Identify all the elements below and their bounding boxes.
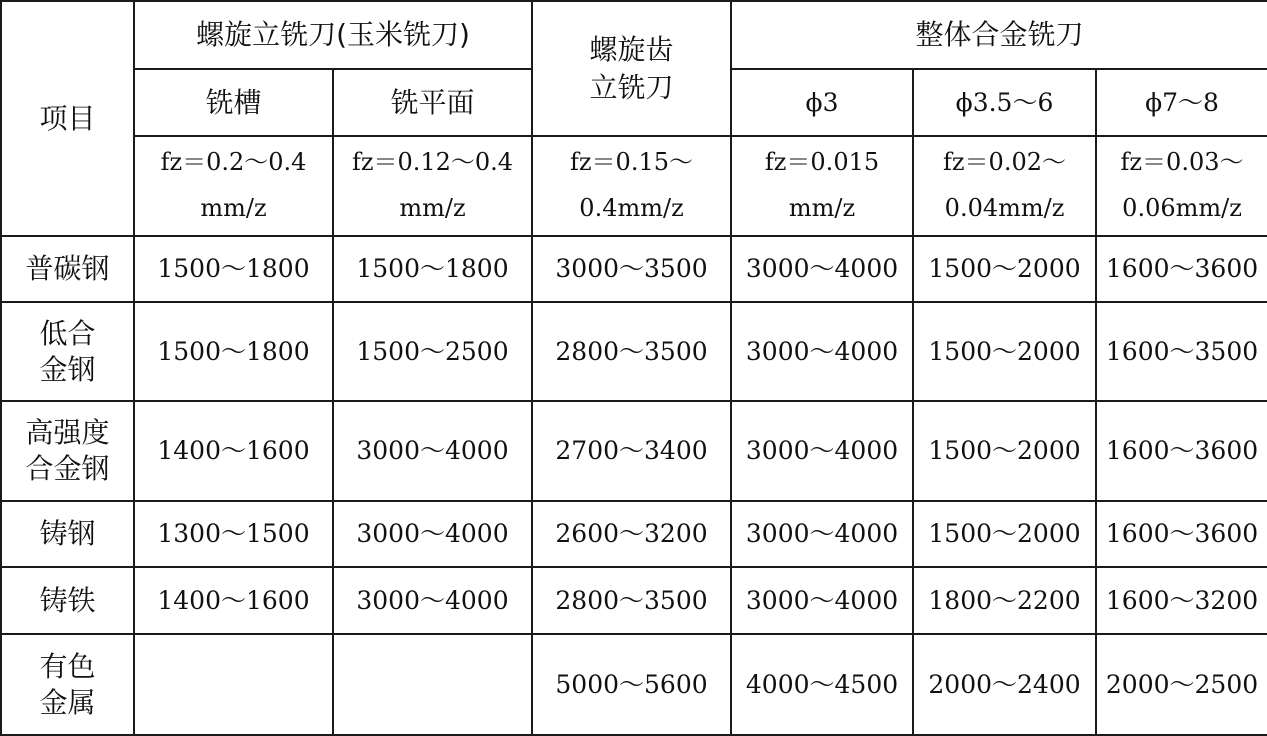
- speed-cell: 3000～4000: [731, 302, 913, 401]
- spiral-tooth-label-line2: 立铣刀: [589, 70, 674, 104]
- feed-cell: [1096, 136, 1267, 236]
- speed-cell: 1600～3500: [1096, 302, 1267, 401]
- feed-line1: fz＝0.15～: [570, 148, 693, 177]
- material-cell: [1, 236, 134, 302]
- spiral-end-mill-label: 螺旋立铣刀(玉米铣刀): [196, 18, 470, 52]
- slot-milling-header: [134, 69, 333, 136]
- speed-cell: 2800～3500: [532, 302, 731, 401]
- solid-carbide-label: 整体合金铣刀: [915, 18, 1084, 52]
- phi7-8-label: ϕ7～8: [1145, 87, 1219, 117]
- spiral-end-mill-header: [134, 1, 532, 69]
- feed-row: [1, 136, 1267, 236]
- speed-cell: 1500～1800: [333, 236, 532, 302]
- feed-cell: [913, 136, 1096, 236]
- speed-cell: 4000～4500: [731, 634, 913, 735]
- material-line1: 低合: [39, 316, 96, 350]
- material-cell: [1, 567, 134, 634]
- speed-cell: 2700～3400: [532, 401, 731, 501]
- speed-cell: 2000～2500: [1096, 634, 1267, 735]
- feed-line2: 0.04mm/z: [944, 194, 1065, 222]
- material-cell: [1, 501, 134, 567]
- face-milling-header: [333, 69, 532, 136]
- feed-line1: fz＝0.03～: [1120, 148, 1244, 177]
- speed-cell: 1300～1500: [134, 501, 333, 567]
- speed-cell: 3000～4000: [731, 236, 913, 302]
- spiral-tooth-end-mill-header: [532, 1, 731, 136]
- material-cell: [1, 634, 134, 735]
- speed-cell: 1600～3600: [1096, 501, 1267, 567]
- table-row: [1, 236, 1267, 302]
- speed-cell: 3000～4000: [731, 501, 913, 567]
- feed-line1: fz＝0.015: [764, 148, 880, 177]
- speed-cell: 5000～5600: [532, 634, 731, 735]
- feed-line1: fz＝0.02～: [943, 148, 1066, 177]
- feed-line2: 0.4mm/z: [579, 194, 684, 222]
- solid-carbide-header: [731, 1, 1267, 69]
- speed-cell: 2600～3200: [532, 501, 731, 567]
- table-row: [1, 634, 1267, 735]
- speed-cell: 1400～1600: [134, 401, 333, 501]
- feed-line2: 0.06mm/z: [1122, 194, 1242, 222]
- speed-cell: 1500～1800: [134, 236, 333, 302]
- item-header-label: 项目: [39, 101, 96, 135]
- material-line1: 普碳钢: [25, 252, 110, 286]
- speed-cell: 2800～3500: [532, 567, 731, 634]
- feed-line1: fz＝0.2～0.4: [160, 148, 307, 177]
- phi3-5-6-label: ϕ3.5～6: [955, 87, 1054, 117]
- material-cell: [1, 302, 134, 401]
- material-line2: 金属: [39, 685, 96, 719]
- phi3-5-6-header: [913, 69, 1096, 136]
- material-line1: 铸钢: [39, 517, 96, 551]
- material-line1: 铸铁: [39, 583, 96, 617]
- item-header: [1, 1, 134, 236]
- table-row: [1, 302, 1267, 401]
- feed-line2: mm/z: [788, 194, 856, 222]
- speed-cell: 1500～2000: [913, 236, 1096, 302]
- table-row: [1, 567, 1267, 634]
- feed-cell: [731, 136, 913, 236]
- feed-cell: [532, 136, 731, 236]
- feed-line2: mm/z: [200, 194, 267, 222]
- speed-cell: 1500～2500: [333, 302, 532, 401]
- speed-cell: 1500～1800: [134, 302, 333, 401]
- speed-cell: 3000～3500: [532, 236, 731, 302]
- feed-line1: fz＝0.12～0.4: [351, 148, 514, 177]
- speed-cell: 1600～3600: [1096, 401, 1267, 501]
- speed-cell: 3000～4000: [333, 567, 532, 634]
- table-row: [1, 401, 1267, 501]
- material-cell: [1, 401, 134, 501]
- speed-cell: 1800～2200: [913, 567, 1096, 634]
- face-milling-label: 铣平面: [390, 85, 475, 119]
- slot-milling-label: 铣槽: [205, 85, 262, 119]
- speed-cell: 1400～1600: [134, 567, 333, 634]
- feed-cell: [333, 136, 532, 236]
- speed-cell: 1500～2000: [913, 302, 1096, 401]
- material-line2: 合金钢: [25, 452, 110, 485]
- speed-cell: 1600～3600: [1096, 236, 1267, 302]
- table-row: [1, 501, 1267, 567]
- speed-cell: 3000～4000: [333, 501, 532, 567]
- spiral-tooth-label-line1: 螺旋齿: [589, 32, 674, 66]
- speed-cell: 1500～2000: [913, 401, 1096, 501]
- speed-cell: 3000～4000: [731, 567, 913, 634]
- phi3-label: ϕ3: [805, 87, 839, 117]
- material-line1: 有色: [39, 649, 96, 683]
- speed-cell: 1500～2000: [913, 501, 1096, 567]
- feed-line2: mm/z: [399, 194, 466, 222]
- speed-cell: 3000～4000: [333, 401, 532, 501]
- feed-cell: [134, 136, 333, 236]
- speed-cell: 3000～4000: [731, 401, 913, 501]
- speed-cell: [333, 634, 532, 735]
- speed-cell: 1600～3200: [1096, 567, 1267, 634]
- speed-cell: 2000～2400: [913, 634, 1096, 735]
- speed-cell: [134, 634, 333, 735]
- material-line2: 金钢: [39, 352, 96, 386]
- material-line1: 高强度: [25, 416, 110, 450]
- phi7-8-header: [1096, 69, 1267, 136]
- phi3-header: [731, 69, 913, 136]
